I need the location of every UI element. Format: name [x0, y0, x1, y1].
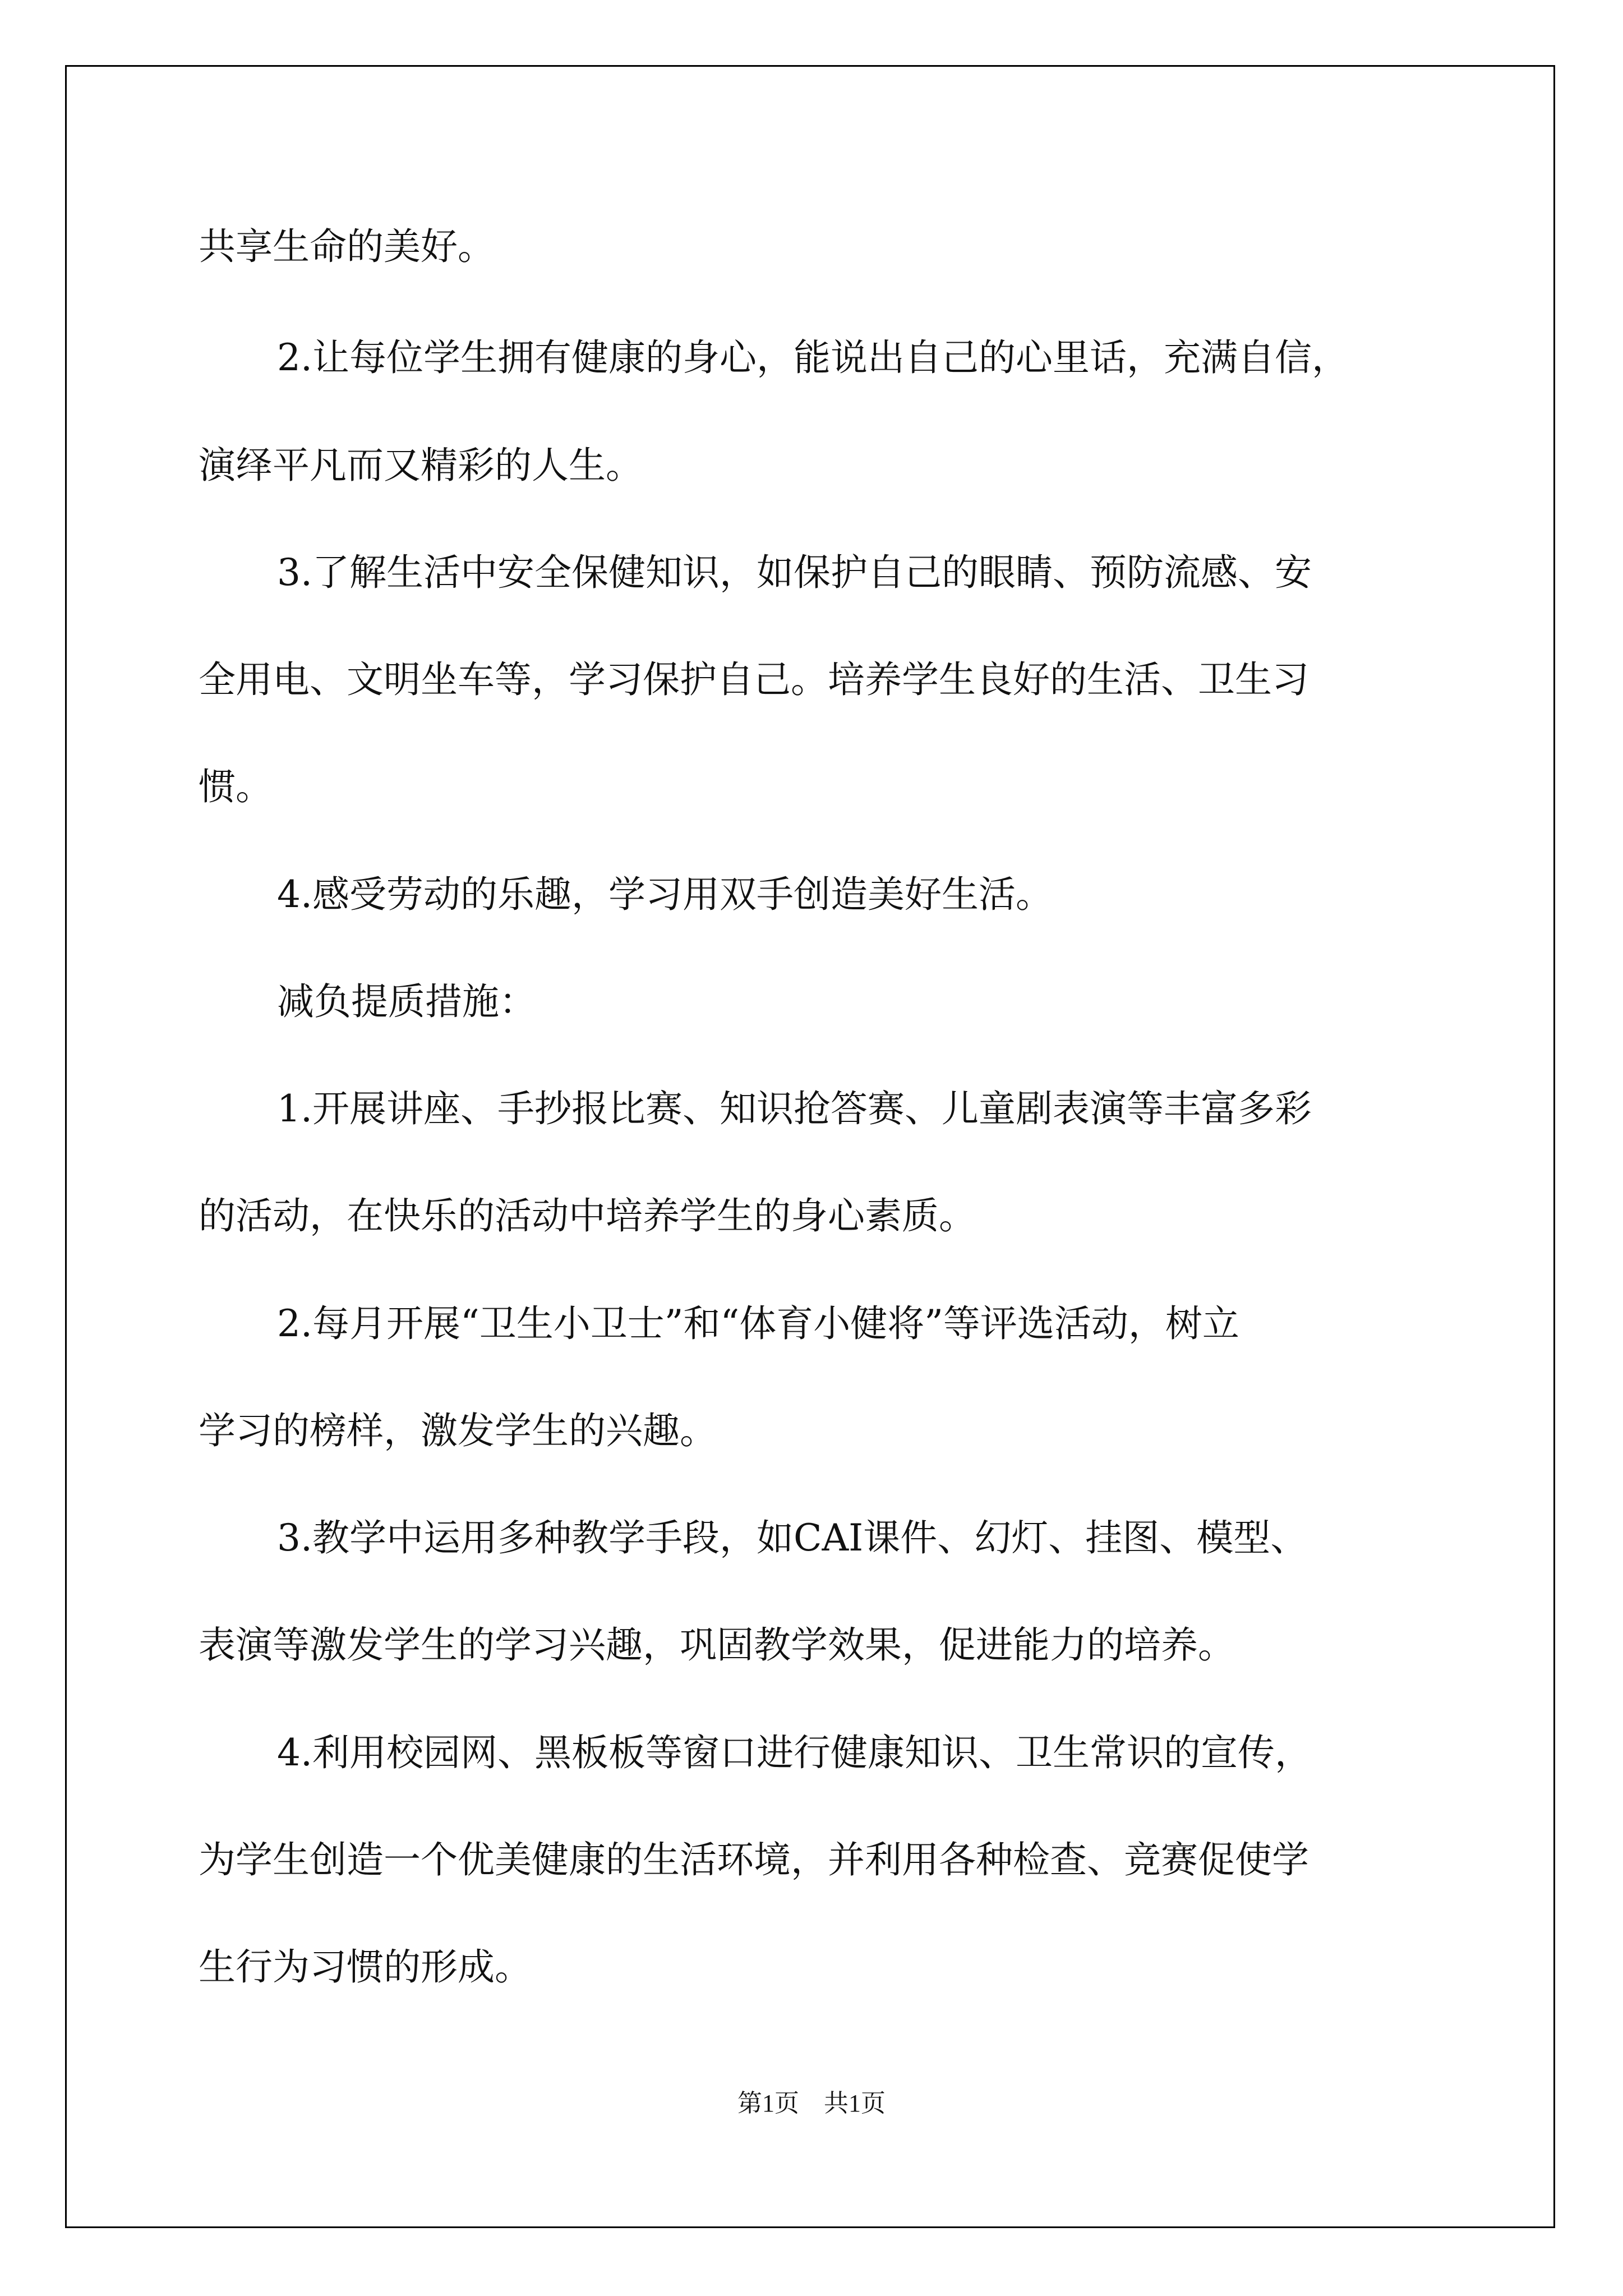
paragraph-line-5: 全用电、文明坐车等，学习保护自己。培养学生良好的生活、卫生习: [199, 658, 1309, 701]
paragraph-line-17: 生行为习惯的形成。: [199, 1945, 532, 1989]
paragraph-line-9: 1.开展讲座、手抄报比赛、知识抢答赛、儿童剧表演等丰富多彩: [277, 1087, 1312, 1130]
paragraph-line-1: 共享生命的美好。: [199, 225, 495, 268]
paragraph-line-11: 2.每月开展“卫生小卫士”和“体育小健将”等评选活动，树立: [277, 1302, 1239, 1345]
paragraph-line-16: 为学生创造一个优美健康的生活环境，并利用各种检查、竞赛促使学: [199, 1838, 1309, 1881]
paragraph-line-3: 演绎平凡而又精彩的人生。: [199, 444, 643, 487]
paragraph-line-7: 4.感受劳动的乐趣，学习用双手创造美好生活。: [277, 873, 1053, 916]
paragraph-line-10: 的活动，在快乐的活动中培养学生的身心素质。: [199, 1194, 976, 1237]
page-border: [65, 65, 1555, 2228]
paragraph-line-12: 学习的榜样，激发学生的兴趣。: [199, 1409, 717, 1452]
section-heading: 减负提质措施：: [277, 980, 536, 1023]
paragraph-line-14: 表演等激发学生的学习兴趣，巩固教学效果，促进能力的培养。: [199, 1623, 1235, 1667]
paragraph-line-13: 3.教学中运用多种教学手段，如CAI课件、幻灯、挂图、模型、: [277, 1516, 1308, 1559]
paragraph-line-6: 惯。: [199, 765, 273, 808]
paragraph-line-4: 3.了解生活中安全保健知识，如保护自己的眼睛、预防流感、安: [277, 551, 1312, 594]
paragraph-line-2: 2.让每位学生拥有健康的身心，能说出自己的心里话，充满自信，: [277, 336, 1349, 379]
page-number-footer: 第1页 共1页: [737, 2090, 886, 2117]
paragraph-line-15: 4.利用校园网、黑板板等窗口进行健康知识、卫生常识的宣传，: [277, 1731, 1312, 1774]
